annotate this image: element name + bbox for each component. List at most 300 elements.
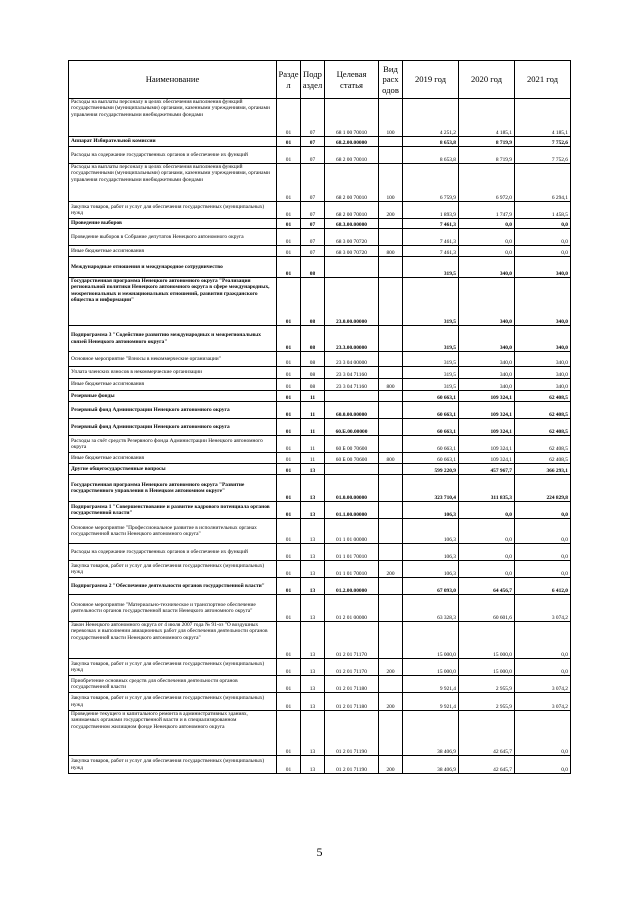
row-expense-type — [379, 402, 403, 419]
row-podrazdel: 07 — [301, 202, 325, 219]
row-razdel: 01 — [277, 756, 301, 774]
row-target-article — [325, 391, 379, 402]
row-value-2019: 67 093,0 — [403, 578, 459, 595]
row-name: Подпрограмма 1 "Совершенствование и развитие кадрового потенциала органов государственной власти" — [69, 502, 277, 519]
table-row — [69, 578, 571, 595]
row-value-2021: 4 185,1 — [515, 99, 571, 137]
row-podrazdel: 13 — [301, 502, 325, 519]
table-row — [69, 402, 571, 419]
row-value-2021: 0,0 — [515, 711, 571, 756]
row-value-2021: 340,0 — [515, 352, 571, 367]
row-razdel: 01 — [277, 693, 301, 711]
row-podrazdel: 13 — [301, 561, 325, 578]
row-podrazdel: 11 — [301, 419, 325, 436]
row-razdel: 01 — [277, 561, 301, 578]
row-name: Основное мероприятие "Материально-техническое и транспортное обеспечение деятельности органов государственной власти Ненецкого автономного округа" — [69, 595, 277, 622]
budget-table — [68, 60, 571, 774]
row-razdel: 01 — [277, 622, 301, 659]
row-expense-type — [379, 352, 403, 367]
row-value-2021: 6 412,0 — [515, 578, 571, 595]
row-razdel: 01 — [277, 436, 301, 453]
table-row — [69, 464, 571, 475]
row-expense-type — [379, 219, 403, 229]
row-name: Расходы на содержание государственных органов и обеспечение их функций — [69, 147, 277, 164]
row-target-article: 01 2 01 71180 — [325, 676, 379, 693]
row-value-2019: 319,5 — [403, 367, 459, 379]
row-razdel: 01 — [277, 99, 301, 137]
row-value-2019: 323 710,4 — [403, 475, 459, 502]
row-podrazdel: 13 — [301, 519, 325, 544]
row-value-2021: 0,0 — [515, 229, 571, 246]
row-value-2019: 15 000,0 — [403, 622, 459, 659]
row-value-2019: 38 406,9 — [403, 756, 459, 774]
row-expense-type — [379, 544, 403, 561]
row-podrazdel: 11 — [301, 453, 325, 464]
row-razdel: 01 — [277, 464, 301, 475]
row-value-2021: 0,0 — [515, 659, 571, 676]
row-expense-type: 800 — [379, 453, 403, 464]
row-name: Аппарат Избирательной комиссии — [69, 137, 277, 147]
table-row — [69, 147, 571, 164]
row-target-article: 68.2.00.00000 — [325, 137, 379, 147]
row-target-article: 60 Б 00 70600 — [325, 453, 379, 464]
row-expense-type — [379, 367, 403, 379]
row-podrazdel: 07 — [301, 229, 325, 246]
row-value-2020: 109 324,1 — [459, 453, 515, 464]
row-value-2021: 340,0 — [515, 379, 571, 391]
row-razdel: 01 — [277, 402, 301, 419]
row-value-2021: 62 408,5 — [515, 436, 571, 453]
table-row — [69, 391, 571, 402]
row-target-article: 68 3 00 70720 — [325, 246, 379, 257]
row-razdel: 01 — [277, 278, 301, 326]
row-value-2020: 109 324,1 — [459, 419, 515, 436]
row-expense-type: 200 — [379, 693, 403, 711]
table-row — [69, 475, 571, 502]
row-expense-type — [379, 502, 403, 519]
row-value-2019: 8 653,8 — [403, 147, 459, 164]
row-target-article: 01 2 01 71190 — [325, 711, 379, 756]
row-value-2021: 0,0 — [515, 756, 571, 774]
row-name: Резервный фонд Администрации Ненецкого автономного округа — [69, 419, 277, 436]
row-razdel: 01 — [277, 367, 301, 379]
row-name: Проведение выборов в Собрание депутатов Ненецкого автономного округа — [69, 229, 277, 246]
header-2021: 2021 год — [515, 61, 571, 99]
row-podrazdel: 08 — [301, 379, 325, 391]
row-target-article: 23.3.00.00000 — [325, 326, 379, 352]
row-name: Закупка товаров, работ и услуг для обеспечения государственных (муниципальных) нужд — [69, 693, 277, 711]
row-value-2020: 109 324,1 — [459, 402, 515, 419]
row-expense-type — [379, 419, 403, 436]
row-target-article: 01 2 01 71170 — [325, 622, 379, 659]
row-name: Иные бюджетные ассигнования — [69, 246, 277, 257]
row-expense-type: 100 — [379, 99, 403, 137]
row-value-2019: 60 663,1 — [403, 391, 459, 402]
row-expense-type: 800 — [379, 379, 403, 391]
row-value-2020: 42 645,7 — [459, 711, 515, 756]
row-value-2020: 340,0 — [459, 379, 515, 391]
row-name: Закупка товаров, работ и услуг для обеспечения государственных (муниципальных) нужд — [69, 202, 277, 219]
row-razdel: 01 — [277, 711, 301, 756]
row-target-article: 68 2 00 70010 — [325, 147, 379, 164]
table-row — [69, 202, 571, 219]
table-row — [69, 352, 571, 367]
table-row — [69, 379, 571, 391]
table-body — [69, 99, 571, 774]
row-name: Проведение текущего и капитального ремонта в административных зданиях, занимаемых органами государственной власти и в специализированном государственном жилищном фонде Ненецкого автономного округа — [69, 711, 277, 756]
row-value-2021: 7 752,6 — [515, 137, 571, 147]
row-name: Подпрограмма 3 "Содействие развитию международных и межрегиональных связей Ненецкого автономного округа" — [69, 326, 277, 352]
row-podrazdel: 07 — [301, 246, 325, 257]
table-row — [69, 711, 571, 756]
row-value-2021: 0,0 — [515, 519, 571, 544]
header-razdel: Разде л — [277, 61, 301, 99]
page-number: 5 — [316, 845, 323, 859]
row-target-article: 68 3 00 70720 — [325, 229, 379, 246]
row-name: Иные бюджетные ассигнования — [69, 379, 277, 391]
row-value-2021: 62 408,5 — [515, 391, 571, 402]
row-name: Расходы на содержание государственных органов и обеспечение их функций — [69, 544, 277, 561]
row-value-2019: 319,5 — [403, 326, 459, 352]
row-razdel: 01 — [277, 219, 301, 229]
row-razdel: 01 — [277, 595, 301, 622]
row-value-2021: 0,0 — [515, 246, 571, 257]
row-podrazdel: 11 — [301, 391, 325, 402]
row-expense-type: 800 — [379, 246, 403, 257]
row-name: Уплата членских взносов в некоммерческие организации — [69, 367, 277, 379]
row-name: Закупка товаров, работ и услуг для обеспечения государственных (муниципальных) нужд — [69, 561, 277, 578]
row-expense-type — [379, 257, 403, 278]
row-podrazdel: 13 — [301, 711, 325, 756]
row-value-2020: 64 456,7 — [459, 578, 515, 595]
row-name: Государственная программа Ненецкого автономного округа "Развитие государственного управления в Ненецком автономном округе" — [69, 475, 277, 502]
row-expense-type — [379, 475, 403, 502]
table-row — [69, 519, 571, 544]
row-value-2020: 340,0 — [459, 367, 515, 379]
row-value-2020: 340,0 — [459, 257, 515, 278]
row-value-2020: 8 719,9 — [459, 137, 515, 147]
row-razdel: 01 — [277, 137, 301, 147]
row-podrazdel: 13 — [301, 595, 325, 622]
row-podrazdel: 07 — [301, 137, 325, 147]
row-razdel: 01 — [277, 326, 301, 352]
row-podrazdel: 08 — [301, 352, 325, 367]
row-podrazdel: 07 — [301, 219, 325, 229]
row-podrazdel: 07 — [301, 147, 325, 164]
row-value-2021: 340,0 — [515, 367, 571, 379]
row-value-2020: 340,0 — [459, 278, 515, 326]
row-expense-type — [379, 676, 403, 693]
table-row — [69, 257, 571, 278]
row-value-2019: 6 759,9 — [403, 164, 459, 202]
row-value-2021: 3 074,2 — [515, 595, 571, 622]
row-value-2019: 9 921,4 — [403, 693, 459, 711]
table-row — [69, 436, 571, 453]
row-name: Расходы на выплаты персоналу в целях обеспечения выполнения функций государственными (муниципальными) органами, казенными учреждениями, органами управления государственными внебюджетными фондами — [69, 99, 277, 137]
row-value-2021: 224 829,8 — [515, 475, 571, 502]
row-expense-type — [379, 464, 403, 475]
table-row — [69, 367, 571, 379]
table-row — [69, 453, 571, 464]
row-value-2019: 106,3 — [403, 561, 459, 578]
table-row — [69, 756, 571, 774]
row-target-article: 01 1 01 70010 — [325, 561, 379, 578]
row-razdel: 01 — [277, 229, 301, 246]
row-value-2019: 9 921,4 — [403, 676, 459, 693]
row-value-2021: 62 408,5 — [515, 453, 571, 464]
row-target-article: 01 2 01 71190 — [325, 756, 379, 774]
row-target-article: 01.1.00.00000 — [325, 502, 379, 519]
row-target-article: 60.0.00.00000 — [325, 402, 379, 419]
row-value-2020: 4 185,1 — [459, 99, 515, 137]
row-target-article: 60.Б.00.00000 — [325, 419, 379, 436]
row-razdel: 01 — [277, 379, 301, 391]
row-value-2019: 319,5 — [403, 379, 459, 391]
row-value-2020: 0,0 — [459, 219, 515, 229]
row-value-2020: 0,0 — [459, 544, 515, 561]
row-value-2020: 15 000,0 — [459, 622, 515, 659]
row-value-2020: 457 967,7 — [459, 464, 515, 475]
row-target-article: 23 3 04 00000 — [325, 352, 379, 367]
table-row — [69, 676, 571, 693]
row-podrazdel: 13 — [301, 544, 325, 561]
row-value-2020: 340,0 — [459, 352, 515, 367]
row-razdel: 01 — [277, 519, 301, 544]
row-value-2019: 106,3 — [403, 502, 459, 519]
row-razdel: 01 — [277, 391, 301, 402]
row-value-2021: 62 408,5 — [515, 402, 571, 419]
table-row — [69, 164, 571, 202]
header-vid: Вид расх одов — [379, 61, 403, 99]
row-value-2021: 6 294,1 — [515, 164, 571, 202]
row-value-2021: 366 293,1 — [515, 464, 571, 475]
header-target: Целевая статья — [325, 61, 379, 99]
table-row — [69, 246, 571, 257]
row-value-2021: 340,0 — [515, 326, 571, 352]
row-value-2021: 340,0 — [515, 257, 571, 278]
row-expense-type: 200 — [379, 756, 403, 774]
row-razdel: 01 — [277, 544, 301, 561]
row-podrazdel: 13 — [301, 676, 325, 693]
row-value-2019: 60 663,1 — [403, 453, 459, 464]
row-razdel: 01 — [277, 246, 301, 257]
row-expense-type — [379, 436, 403, 453]
row-podrazdel: 13 — [301, 693, 325, 711]
row-target-article: 01 2 01 71180 — [325, 693, 379, 711]
table-row — [69, 99, 571, 137]
row-podrazdel: 08 — [301, 278, 325, 326]
row-expense-type — [379, 711, 403, 756]
row-value-2019: 319,5 — [403, 352, 459, 367]
table-row — [69, 326, 571, 352]
row-expense-type — [379, 278, 403, 326]
row-target-article: 68 2 00 70010 — [325, 202, 379, 219]
row-value-2020: 0,0 — [459, 246, 515, 257]
row-value-2019: 106,3 — [403, 544, 459, 561]
header-podrazdel: Подр аздел — [301, 61, 325, 99]
row-expense-type — [379, 229, 403, 246]
row-value-2019: 7 461,3 — [403, 246, 459, 257]
row-target-article: 23 3 04 71160 — [325, 367, 379, 379]
row-target-article: 68.3.00.00000 — [325, 219, 379, 229]
row-razdel: 01 — [277, 659, 301, 676]
row-value-2019: 15 000,0 — [403, 659, 459, 676]
row-target-article — [325, 257, 379, 278]
row-value-2021: 1 458,5 — [515, 202, 571, 219]
row-expense-type — [379, 622, 403, 659]
row-expense-type: 200 — [379, 202, 403, 219]
table-row — [69, 137, 571, 147]
row-target-article: 01 1 01 00000 — [325, 519, 379, 544]
row-razdel: 01 — [277, 502, 301, 519]
row-value-2020: 0,0 — [459, 229, 515, 246]
row-expense-type — [379, 137, 403, 147]
row-value-2019: 4 251,2 — [403, 99, 459, 137]
row-razdel: 01 — [277, 676, 301, 693]
row-name: Закупка товаров, работ и услуг для обеспечения государственных (муниципальных) нужд — [69, 756, 277, 774]
row-podrazdel: 13 — [301, 464, 325, 475]
row-value-2020: 2 955,9 — [459, 693, 515, 711]
row-value-2019: 60 663,1 — [403, 419, 459, 436]
row-value-2019: 7 461,3 — [403, 219, 459, 229]
row-value-2019: 599 220,9 — [403, 464, 459, 475]
table-row — [69, 659, 571, 676]
row-name: Основное мероприятие "Профессиональное развитие в исполнительных органах государственной власти Ненецкого автономного округа" — [69, 519, 277, 544]
row-value-2020: 340,0 — [459, 326, 515, 352]
row-value-2020: 8 719,9 — [459, 147, 515, 164]
row-razdel: 01 — [277, 453, 301, 464]
row-expense-type — [379, 391, 403, 402]
row-razdel: 01 — [277, 352, 301, 367]
row-target-article: 68 2 00 70010 — [325, 164, 379, 202]
table-row — [69, 278, 571, 326]
row-target-article: 01 2 01 71170 — [325, 659, 379, 676]
row-razdel: 01 — [277, 202, 301, 219]
row-podrazdel: 08 — [301, 367, 325, 379]
row-value-2021: 0,0 — [515, 502, 571, 519]
row-value-2020: 42 645,7 — [459, 756, 515, 774]
row-target-article: 01.2.00.00000 — [325, 578, 379, 595]
table-header-row — [69, 61, 571, 99]
row-value-2021: 0,0 — [515, 561, 571, 578]
row-podrazdel: 13 — [301, 578, 325, 595]
row-target-article: 23.0.00.00000 — [325, 278, 379, 326]
row-value-2019: 7 461,3 — [403, 229, 459, 246]
row-razdel: 01 — [277, 419, 301, 436]
table-row — [69, 544, 571, 561]
header-2020: 2020 год — [459, 61, 515, 99]
row-target-article: 01 2 01 00000 — [325, 595, 379, 622]
row-name: Расходы на выплаты персоналу в целях обеспечения выполнения функций государственными (муниципальными) органами, казенными учреждениями, органами управления государственными внебюджетными фондами — [69, 164, 277, 202]
row-razdel: 01 — [277, 164, 301, 202]
header-name: Наименование — [69, 61, 277, 99]
row-value-2021: 0,0 — [515, 219, 571, 229]
header-2019: 2019 год — [403, 61, 459, 99]
row-value-2021: 7 752,6 — [515, 147, 571, 164]
row-razdel: 01 — [277, 147, 301, 164]
row-value-2019: 60 663,1 — [403, 436, 459, 453]
row-target-article: 68 1 00 70010 — [325, 99, 379, 137]
row-name: Расходы за счёт средств Резервного фонда Администрации Ненецкого автономного округа — [69, 436, 277, 453]
table-row — [69, 595, 571, 622]
row-value-2021: 3 074,2 — [515, 693, 571, 711]
row-name: Закон Ненецкого автономного округа от 4 июля 2007 года № 91-оз "О воздушных перевозках и выполнении авиационных работ для обеспечения деятельности органов государственной власти Ненецкого автономного округа" — [69, 622, 277, 659]
row-value-2021: 62 408,5 — [515, 419, 571, 436]
row-value-2020: 0,0 — [459, 561, 515, 578]
row-expense-type — [379, 147, 403, 164]
row-podrazdel: 13 — [301, 659, 325, 676]
row-value-2019: 38 406,9 — [403, 711, 459, 756]
row-target-article: 23 3 04 71160 — [325, 379, 379, 391]
row-value-2021: 3 074,2 — [515, 676, 571, 693]
row-value-2020: 0,0 — [459, 502, 515, 519]
table-row — [69, 219, 571, 229]
row-expense-type — [379, 519, 403, 544]
row-name: Приобретение основных средств для обеспечения деятельности органов государственной власти — [69, 676, 277, 693]
row-podrazdel: 13 — [301, 622, 325, 659]
row-podrazdel: 11 — [301, 402, 325, 419]
row-value-2020: 60 601,6 — [459, 595, 515, 622]
row-value-2019: 319,5 — [403, 257, 459, 278]
row-value-2020: 311 835,3 — [459, 475, 515, 502]
table-row — [69, 693, 571, 711]
table-row — [69, 419, 571, 436]
row-podrazdel: 13 — [301, 475, 325, 502]
row-expense-type: 200 — [379, 659, 403, 676]
row-value-2019: 1 893,9 — [403, 202, 459, 219]
row-value-2019: 60 663,1 — [403, 402, 459, 419]
row-value-2020: 0,0 — [459, 519, 515, 544]
row-target-article: 60 Б 00 70600 — [325, 436, 379, 453]
row-value-2020: 2 955,9 — [459, 676, 515, 693]
row-podrazdel: 07 — [301, 164, 325, 202]
row-value-2019: 319,5 — [403, 278, 459, 326]
row-razdel: 01 — [277, 578, 301, 595]
row-name: Основное мероприятие "Взносы в некоммерческие организации" — [69, 352, 277, 367]
row-name: Подпрограмма 2 "Обеспечение деятельности органов государственной власти" — [69, 578, 277, 595]
table-row — [69, 561, 571, 578]
row-name: Международные отношения и международное сотрудничество — [69, 257, 277, 278]
row-value-2019: 106,3 — [403, 519, 459, 544]
row-value-2020: 109 324,1 — [459, 436, 515, 453]
table-row — [69, 502, 571, 519]
row-value-2020: 15 000,0 — [459, 659, 515, 676]
row-value-2019: 8 653,8 — [403, 137, 459, 147]
row-name: Иные бюджетные ассигнования — [69, 453, 277, 464]
row-target-article — [325, 464, 379, 475]
row-expense-type — [379, 578, 403, 595]
row-name: Закупка товаров, работ и услуг для обеспечения государственных (муниципальных) нужд — [69, 659, 277, 676]
row-value-2020: 109 324,1 — [459, 391, 515, 402]
row-name: Проведение выборов — [69, 219, 277, 229]
row-podrazdel: 08 — [301, 326, 325, 352]
row-value-2021: 340,0 — [515, 278, 571, 326]
row-value-2020: 6 972,0 — [459, 164, 515, 202]
row-expense-type: 200 — [379, 561, 403, 578]
row-podrazdel: 11 — [301, 436, 325, 453]
row-name: Резервные фонды — [69, 391, 277, 402]
row-name: Государственная программа Ненецкого автономного округа "Реализация региональной политики Ненецкого автономного округа в сфере международных, межрегиональных и межнациональных отношений, развития гражданского общества и информации" — [69, 278, 277, 326]
table-row — [69, 622, 571, 659]
row-value-2021: 0,0 — [515, 544, 571, 561]
row-expense-type — [379, 326, 403, 352]
row-value-2019: 63 328,3 — [403, 595, 459, 622]
row-podrazdel: 13 — [301, 756, 325, 774]
row-target-article: 01 1 01 70010 — [325, 544, 379, 561]
row-name: Другие общегосударственные вопросы — [69, 464, 277, 475]
row-expense-type: 100 — [379, 164, 403, 202]
table-row — [69, 229, 571, 246]
